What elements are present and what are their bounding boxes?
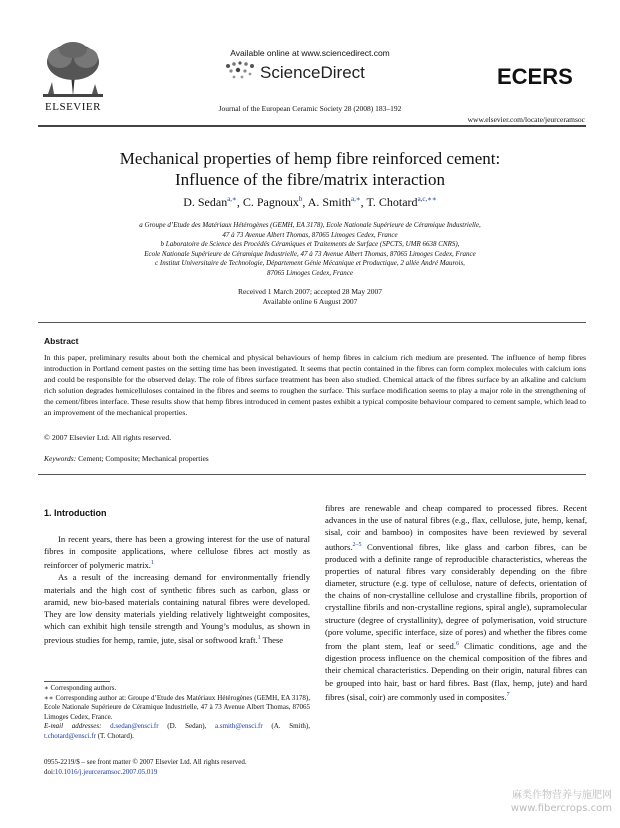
author-affil-sup[interactable]: a,∗ — [351, 195, 361, 203]
email-link[interactable]: t.chotard@ensci.fr — [44, 731, 96, 740]
email-link[interactable]: d.sedan@ensci.fr — [110, 722, 159, 731]
author-list: D. Sedan$^{a,∗}$, C. Pagnoux$^b$, A. Smith$^{a,∗}$, T. Chotard$^{a,c,∗∗}$ — [183, 195, 437, 209]
section-heading: 1. Introduction — [44, 508, 107, 518]
title-line-1: Mechanical properties of hemp fibre reinforced cement: — [119, 149, 501, 168]
doi-link[interactable]: 10.1016/j.jeurceramsoc.2007.05.019 — [54, 767, 158, 776]
article-title — [40, 148, 580, 190]
footnote-emails: E-mail addresses: d.sedan@ensci.fr (D. Sedan), a.smith@ensci.fr (A. Smith), t.chotard@ensci.fr (T. Chotard). — [44, 722, 311, 740]
watermark — [511, 789, 612, 815]
issn-line: 0955-2219/$ – see front matter © 2007 Elsevier Ltd. All rights reserved. — [44, 758, 247, 766]
right-column — [325, 502, 587, 703]
author-affil-sup[interactable]: a,c,∗∗ — [417, 195, 437, 203]
elsevier-tree-icon — [38, 38, 108, 100]
affiliation-line: 87065 Limoges Cedex, France — [267, 268, 353, 277]
abstract-text: In this paper, preliminary results about both the chemical and physical behaviours of hemp fibres in calcium rich medium are presented. The influence of hemp fibres introduction in Portland cement pastes on the setting time has been investigated. It seems that pectin contained in the fibres can form complex molecules with calcium ions and could be responsible for the observed delay. The role of fibres surface treatment has been also studied. Chemical attack of the fibres surface by an alkaline and calcium rich solution degrades hemicelluloses contained in the fibres and seems to roughen the surface. This surface modification seems to play a major role in the strengthening of the cement/fibres interface. These results show that hemp fibres introduced in cement pastes exhibit a typical composite behaviour compared to cement sample, which lead to an improvement of the mechanical properties. — [44, 353, 586, 418]
footnote-rule — [44, 681, 110, 682]
email-label: E-mail addresses: — [44, 722, 102, 731]
doi-line: doi:10.1016/j.jeurceramsoc.2007.05.019 — [44, 767, 158, 776]
keywords — [44, 454, 209, 463]
affiliation-line: a Groupe d’Etude des Matériaux Hétérogènes (GEMH, EA 3178), Ecole Nationale Supérieure de Céramique Industrielle, — [139, 221, 481, 229]
elsevier-logo — [38, 38, 108, 116]
footnote-corresponding-address: ∗∗ Corresponding author at: Groupe d’Etude des Matériaux Hétérogènes (GEMH, EA 3178), Ecole Nationale Supérieure de Céramique Industrielle, 47 à 73 Avenue Albert Thomas, 87065 Limoges Cedex, France. — [44, 693, 310, 721]
affiliation-line: 47 à 73 Avenue Albert Thomas, 87065 Limoges Cedex, France — [222, 230, 398, 239]
header-rule — [38, 125, 586, 127]
email-link[interactable]: a.smith@ensci.fr — [215, 722, 263, 731]
author-name: C. Pagnoux — [242, 195, 299, 209]
author-name: A. Smith — [307, 195, 352, 209]
keywords-label: Keywords: — [44, 454, 77, 463]
paragraph: fibres are renewable and cheap compared to processed fibres. Recent advances in the use of natural fibres (e.g., flax, cellulose, jute, hemp, kenaf, sisal, coir and bamboo) in composites have been reviewed by several authors.$^{2-5}$ Conventional fibres, like glass and carbon fibres, can be produced with a definite range of reproducible characteristics, whereas the properties of natural fibres vary considerably depending on the fibre diameter, structure (e.g. type of cellulose, nature of defects, orientation of the chains of non-crystalline cellulose and crystalline fibrils, proportion of crystalline fibrils and non-crystalline regions, spiral angle), supramolecular structure (degree of crystallinity), degree of polymerisation, void structure (pore volume, specific interface, size of pores) and whether the fibres come from the plant stem, leaf or seed.$^6$ Climatic conditions, age and the digestion process influence on the chemical composition of the fibres and their chemical characteristics. Depending on their origin, natural fibres can be grouped into hair, bast or hard fibres. Bast (flax, hemp, jute) and hard fibres (sisal, coir) are commonly used in composites.$^7$ — [325, 503, 587, 702]
footnotes — [44, 684, 310, 742]
citation-link[interactable]: 6 — [455, 641, 459, 648]
sciencedirect-logo[interactable] — [222, 60, 402, 86]
citation-link[interactable]: 7 — [506, 691, 510, 698]
author-name: T. Chotard — [366, 195, 418, 209]
sciencedirect-dots-icon — [222, 60, 258, 84]
watermark-line-2: www.fibercrops.com — [510, 803, 612, 814]
left-column — [44, 533, 310, 647]
paragraph: As a result of the increasing demand for environmentally friendly materials and the high cost of synthetic fibres such as carbon, glass or aramid, new bio-based materials containing natural fibres were developed. They are low density materials yielding relatively lightweight composites, which can exhibit high tensile strength and Young’s modulus, as shown in previous studies for hemp, ramie, jute, sisal or softwood kraft.$^1$ These — [44, 572, 310, 646]
article-dates — [140, 287, 480, 307]
abstract-copyright: © 2007 Elsevier Ltd. All rights reserved. — [44, 433, 172, 442]
online-date: Available online 6 August 2007 — [262, 297, 358, 306]
paragraph: In recent years, there has been a growing interest for the use of natural fibres in composite applications, where cellulose fibres act mostly as reinforcer of polymeric matrix.$^1$ — [44, 534, 310, 571]
author-affil-sup[interactable]: b — [298, 195, 303, 203]
title-line-2: Influence of the fibre/matrix interaction — [175, 170, 445, 189]
ecers-logo: ECERS — [497, 64, 573, 89]
footnote-corresponding: ∗ Corresponding authors. — [44, 684, 117, 692]
watermark-line-1: 麻类作物营养与施肥网 — [512, 790, 612, 801]
received-date: Received 1 March 2007; accepted 28 May 2007 — [238, 287, 382, 296]
citation-link[interactable]: 2–5 — [352, 541, 362, 548]
journal-citation: Journal of the European Ceramic Society 28 (2008) 183–192 — [218, 104, 402, 113]
journal-url[interactable]: www.elsevier.com/locate/jeurceramsoc — [467, 115, 585, 124]
abstract-heading: Abstract — [44, 336, 79, 346]
keywords-text: Cement; Composite; Mechanical properties — [78, 454, 209, 463]
affiliation-line: c Institut Universitaire de Technologie, Département Génie Mécanique et Productique, 2 allée André Maurois, — [155, 259, 465, 268]
publisher-name: ELSEVIER — [45, 101, 101, 113]
author-affil-sup[interactable]: a,∗ — [227, 195, 237, 203]
front-matter — [44, 758, 247, 778]
keywords-rule — [38, 474, 586, 475]
abstract-top-rule — [38, 322, 586, 323]
affiliations — [60, 221, 560, 279]
available-online-text: Available online at www.sciencedirect.com — [230, 48, 390, 58]
affiliation-line: Ecole Nationale Supérieure de Céramique Industrielle, 47 à 73 Avenue Albert Thomas, 87065 Limoges Cedex, France — [144, 249, 476, 258]
citation-link[interactable]: 1 — [257, 635, 261, 642]
affiliation-line: b Laboratoire de Science des Procédés Céramiques et Traitements de Surface (SPCTS, UMR 6638 CNRS), — [160, 240, 460, 249]
sciencedirect-wordmark: ScienceDirect — [260, 63, 365, 82]
author-name: D. Sedan — [183, 195, 228, 209]
citation-link[interactable]: 1 — [150, 560, 154, 567]
